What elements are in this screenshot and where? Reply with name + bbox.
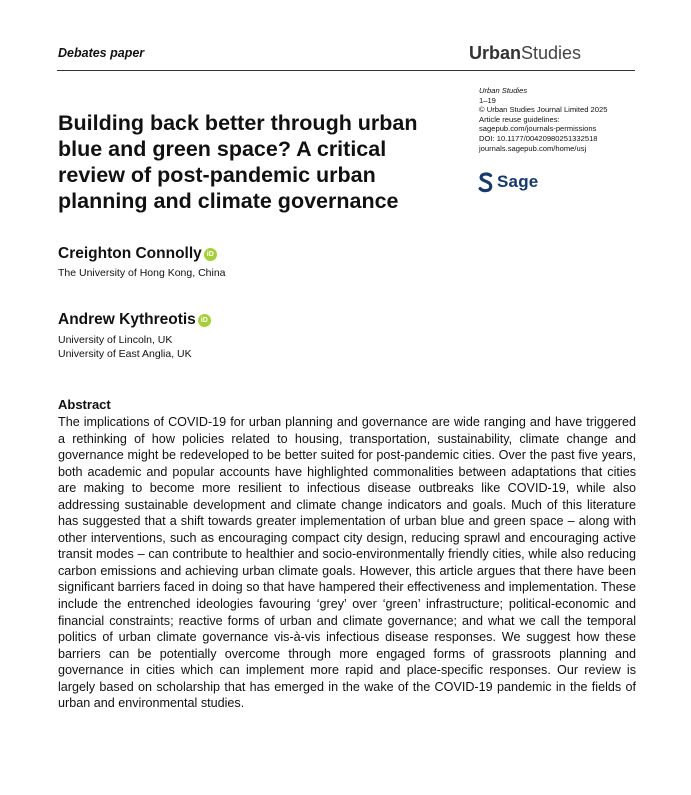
journal-logo-word-urban: Urban [469,43,522,63]
author-1-name[interactable]: Creighton Connolly [58,245,202,262]
meta-copyright: © Urban Studies Journal Limited 2025 [479,105,608,115]
orcid-icon[interactable]: iD [204,248,217,261]
meta-reuse-link[interactable]: sagepub.com/journals-permissions [479,124,597,134]
meta-reuse-label: Article reuse guidelines: [479,114,560,124]
author-2 [58,311,211,329]
author-2-affiliation-2: University of East Anglia, UK [58,348,192,360]
sage-logo [478,170,538,194]
article-metadata [479,86,669,153]
orcid-icon[interactable]: iD [198,314,211,327]
meta-doi[interactable]: DOI: 10.1177/00420980251332518 [479,133,598,143]
author-2-affiliation-1: University of Lincoln, UK [58,334,173,346]
author-1-affiliation: The University of Hong Kong, China [58,267,226,279]
article-title: Building back better through urban blue and green space? A critical review of post-pandemic urban planning and climate governance [58,111,418,213]
paper-type-label: Debates paper [58,46,145,60]
sage-wordmark: Sage [497,172,539,191]
meta-journal: Urban Studies [479,86,528,95]
abstract-body: The implications of COVID-19 for urban planning and governance are wide ranging and have triggered a rethinking of how policies related to housing, transportation, sustainability, climate change and governance might be redeveloped to be better suited for post-pandemic cities. Over the past five years, both academic and popular accounts have highlighted commonalities between adaptations that cities are making to become more resilient to infectious disease outbreaks like COVID-19, while also addressing sustainable development and climate change indicators and goals. Much of this literature has suggested that a shift towards greater implementation of urban blue and green space – along with other interventions, such as encouraging compact city design, reducing sprawl and encouraging active transit modes – can contribute to healthier and socio-environmentally friendly cities, while also reducing carbon emissions and achieving urban climate goals. However, this article argues that there have been significant barriers faced in doing so that have hampered their effectiveness and implementation. These include the entrenched ideologies favouring ‘grey’ over ‘green’ infrastructure; political-economic and financial constraints; reactive forms of urban and climate governance; and what we call the temporal politics of urban climate governance vis-à-vis infectious disease responses. We suggest how these barriers can be potentially overcome through more engaged forms of grassroots planning and governance in cities which can implement more rapid and place-specific responses. Our review is largely based on scholarship that has emerged in the wake of the COVID-19 pandemic in the fields of urban and environmental studies. [58,415,636,711]
abstract-heading: Abstract [58,397,111,412]
author-2-name[interactable]: Andrew Kythreotis [58,311,196,328]
journal-logo-word-studies: Studies [521,43,582,63]
sage-s-icon [478,171,493,193]
journal-logo [469,43,581,64]
meta-pages: 1–19 [479,95,496,105]
header-divider [57,70,635,71]
meta-journal-link[interactable]: journals.sagepub.com/home/usj [479,143,587,153]
author-1 [58,245,217,263]
